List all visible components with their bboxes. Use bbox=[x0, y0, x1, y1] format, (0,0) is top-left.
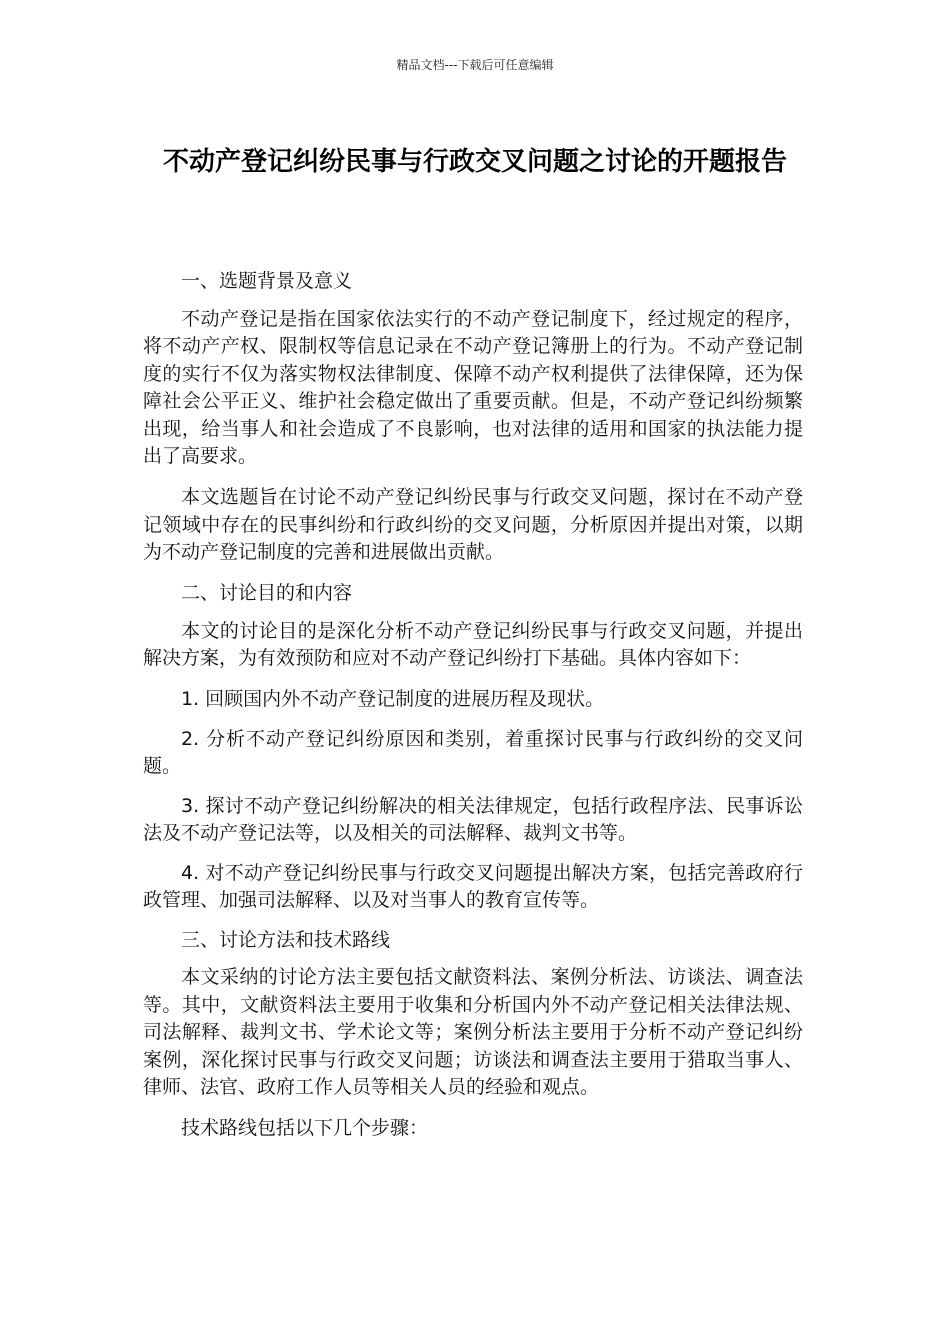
list-item: 3. 探讨不动产登记纠纷解决的相关法律规定，包括行政程序法、民事诉讼法及不动产登记法等，以及相关的司法解释、裁判文书等。 bbox=[143, 794, 803, 844]
header-note: 精品文档---下载后可任意编辑 bbox=[396, 58, 554, 72]
section-heading-purpose: 二、讨论目的和内容 bbox=[181, 582, 353, 604]
body-paragraph: 本文的讨论目的是深化分析不动产登记纠纷民事与行政交叉问题，并提出解决方案，为有效预防和应对不动产登记纠纷打下基础。具体内容如下： bbox=[143, 619, 803, 669]
body-paragraph: 本文选题旨在讨论不动产登记纠纷民事与行政交叉问题，探讨在不动产登记领域中存在的民事纠纷和行政纠纷的交叉问题，分析原因并提出对策，以期为不动产登记制度的完善和进展做出贡献。 bbox=[143, 486, 803, 563]
document-body bbox=[143, 268, 803, 1156]
list-item: 1. 回顾国内外不动产登记制度的进展历程及现状。 bbox=[181, 688, 605, 710]
body-paragraph: 不动产登记是指在国家依法实行的不动产登记制度下，经过规定的程序，将不动产产权、限制权等信息记录在不动产登记簿册上的行为。不动产登记制度的实行不仅为落实物权法律制度、保障不动产权利提供了法律保障，还为保障社会公平正义、维护社会稳定做出了重要贡献。但是，不动产登记纠纷频繁出现，给当事人和社会造成了不良影响，也对法律的适用和国家的执法能力提出了高要求。 bbox=[143, 307, 803, 467]
list-item: 2. 分析不动产登记纠纷原因和类别，着重探讨民事与行政纠纷的交叉问题。 bbox=[143, 727, 803, 777]
body-paragraph: 技术路线包括以下几个步骤： bbox=[181, 1117, 429, 1139]
body-paragraph: 本文采纳的讨论方法主要包括文献资料法、案例分析法、访谈法、调查法等。其中，文献资料法主要用于收集和分析国内外不动产登记相关法律法规、司法解释、裁判文书、学术论文等；案例分析法主要用于分析不动产登记纠纷案例，深化探讨民事与行政交叉问题；访谈法和调查法主要用于猎取当事人、律师、法官、政府工作人员等相关人员的经验和观点。 bbox=[143, 966, 803, 1098]
document-title: 不动产登记纠纷民事与行政交叉问题之讨论的开题报告 bbox=[162, 147, 787, 177]
list-item: 4. 对不动产登记纠纷民事与行政交叉问题提出解决方案，包括完善政府行政管理、加强司法解释、以及对当事人的教育宣传等。 bbox=[143, 861, 803, 911]
section-heading-methods: 三、讨论方法和技术路线 bbox=[181, 928, 391, 951]
section-heading-background: 一、选题背景及意义 bbox=[181, 270, 353, 292]
